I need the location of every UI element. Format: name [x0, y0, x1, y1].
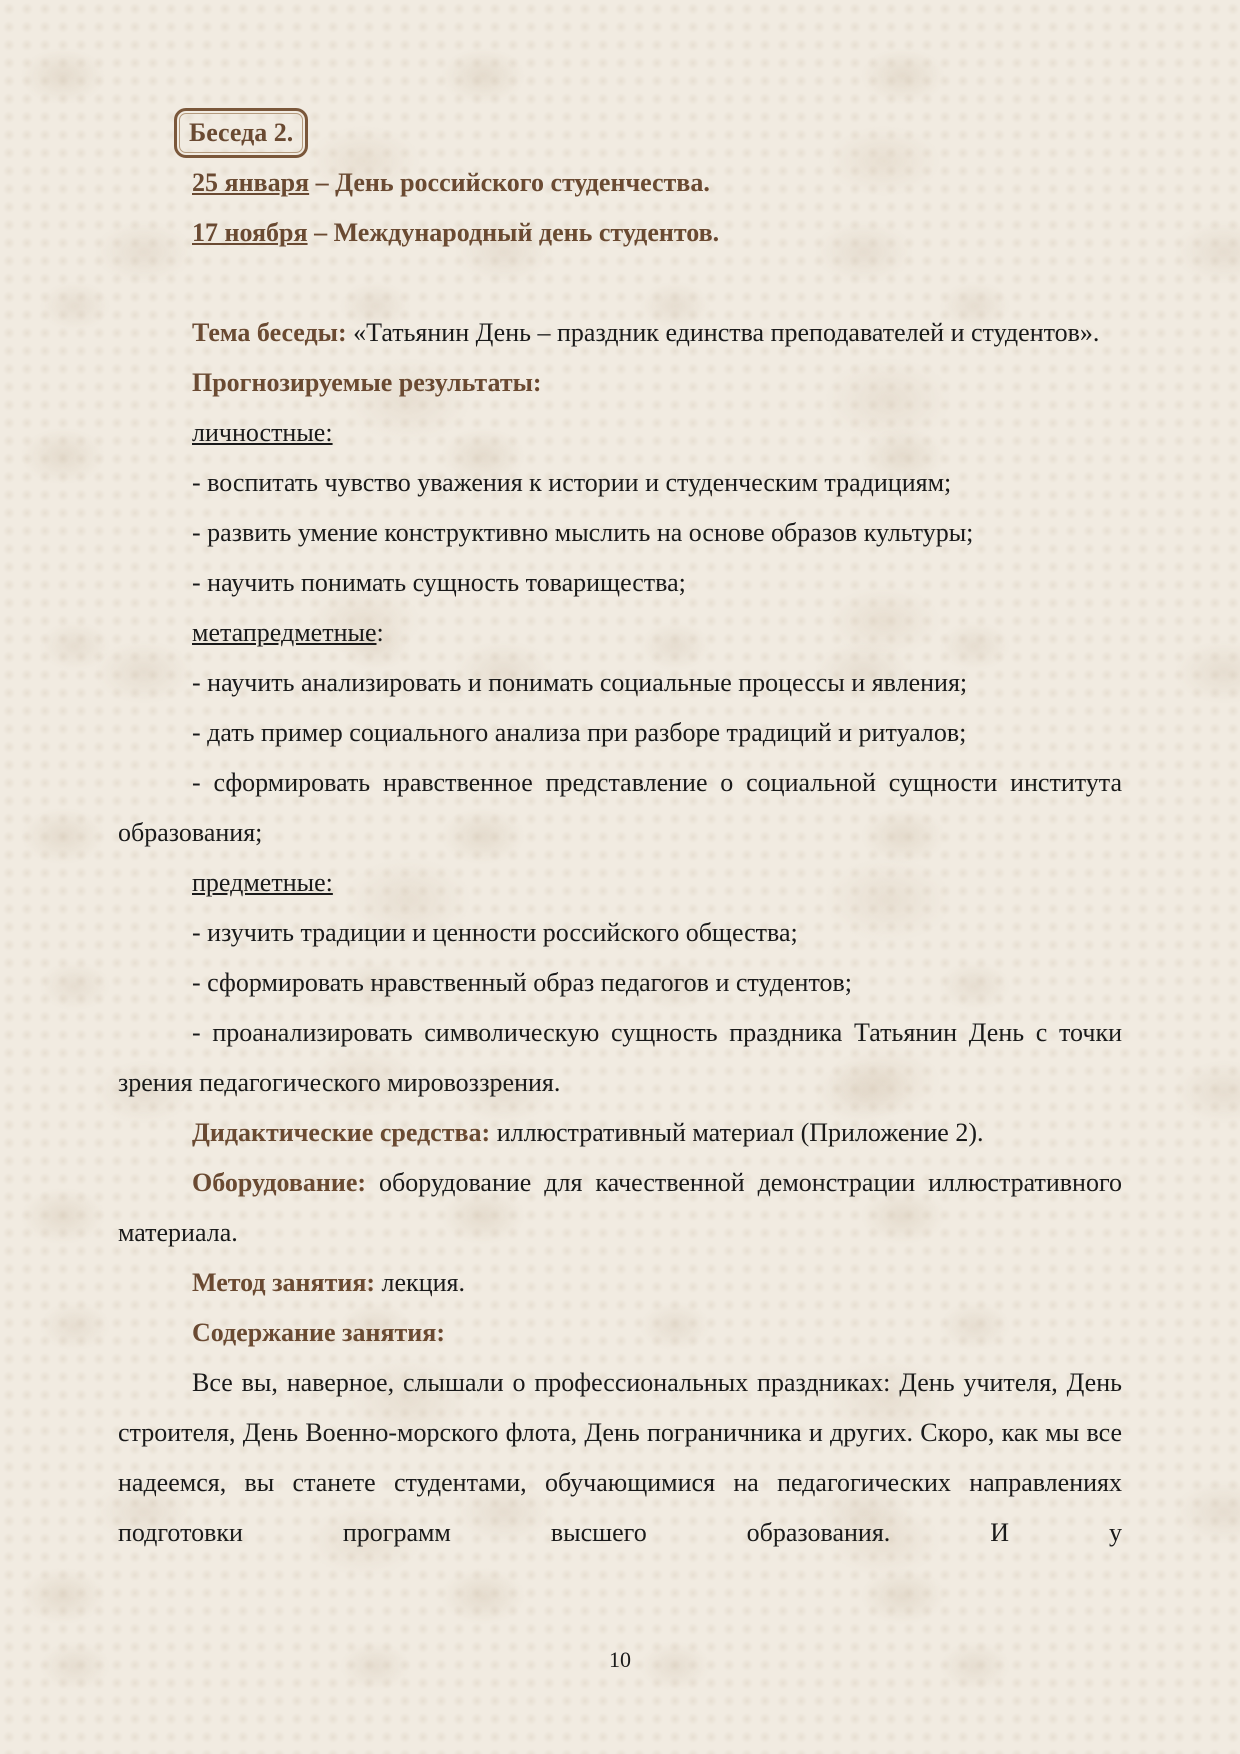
equipment-label: Оборудование: [192, 1168, 367, 1197]
method-text: лекция. [375, 1268, 465, 1297]
equipment [118, 1158, 1122, 1258]
topic-text: «Татьянин День – праздник единства преподавателей и студентов». [346, 318, 1100, 347]
outcomes-heading: Прогнозируемые результаты: [192, 368, 542, 397]
topic-label: Тема беседы: [192, 318, 347, 347]
meta-outcome-item: - дать пример социального анализа при разборе традиций и ритуалов; [192, 718, 967, 747]
didactic-means [118, 1108, 1122, 1158]
equipment-text: оборудование для качественной демонстрации иллюстративного материала. [118, 1168, 1122, 1247]
document-page [118, 108, 1122, 1558]
subject-outcome-item: - сформировать нравственный образ педагогов и студентов; [192, 968, 852, 997]
subject-outcome-item: - изучить традиции и ценности российского общества; [192, 918, 798, 947]
didactic-label: Дидактические средства: [192, 1118, 491, 1147]
lesson-method [118, 1258, 1122, 1308]
holiday-date-1: 25 января [192, 168, 310, 197]
method-label: Метод занятия: [192, 1268, 376, 1297]
holiday-date-2: 17 ноября [192, 218, 308, 247]
meta-outcomes-label: метапредметные: [192, 618, 384, 647]
conversation-title-box: Беседа 2. [174, 108, 308, 158]
subject-outcomes-label: предметные: [192, 868, 333, 897]
page-number: 10 [609, 1647, 631, 1672]
subject-outcome-item: - проанализировать символическую сущность праздника Татьянин День с точки зрения педагогического мировоззрения. [118, 1018, 1122, 1097]
holiday-name-2: – Международный день студентов. [307, 218, 720, 247]
topic-paragraph [118, 308, 1122, 358]
content-heading: Содержание занятия: [192, 1318, 446, 1347]
personal-outcome-item: - воспитать чувство уважения к истории и студенческим традициям; [192, 468, 952, 497]
didactic-text: иллюстративный материал (Приложение 2). [490, 1118, 984, 1147]
holiday-name-1: – День российского студенчества. [309, 168, 710, 197]
conversation-title [118, 108, 1122, 158]
meta-outcome-item: - сформировать нравственное представление о социальной сущности института образования; [118, 768, 1122, 847]
personal-outcome-item: - научить понимать сущность товарищества; [192, 568, 686, 597]
meta-outcome-item: - научить анализировать и понимать социальные процессы и явления; [192, 668, 968, 697]
personal-outcome-item: - развить умение конструктивно мыслить на основе образов культуры; [192, 518, 974, 547]
holiday-line-2 [118, 208, 1122, 258]
personal-outcomes-label: личностные: [192, 418, 333, 447]
spacer [118, 258, 1122, 308]
content-paragraph: Все вы, наверное, слышали о профессиональных праздниках: День учителя, День строителя, День Военно-морского флота, День пограничника и других. Скоро, как мы все надеемся, вы станете студентами, обучающимися на педагогических направлениях подготовки программ высшего образования. И у [118, 1368, 1122, 1547]
holiday-line-1 [118, 158, 1122, 208]
